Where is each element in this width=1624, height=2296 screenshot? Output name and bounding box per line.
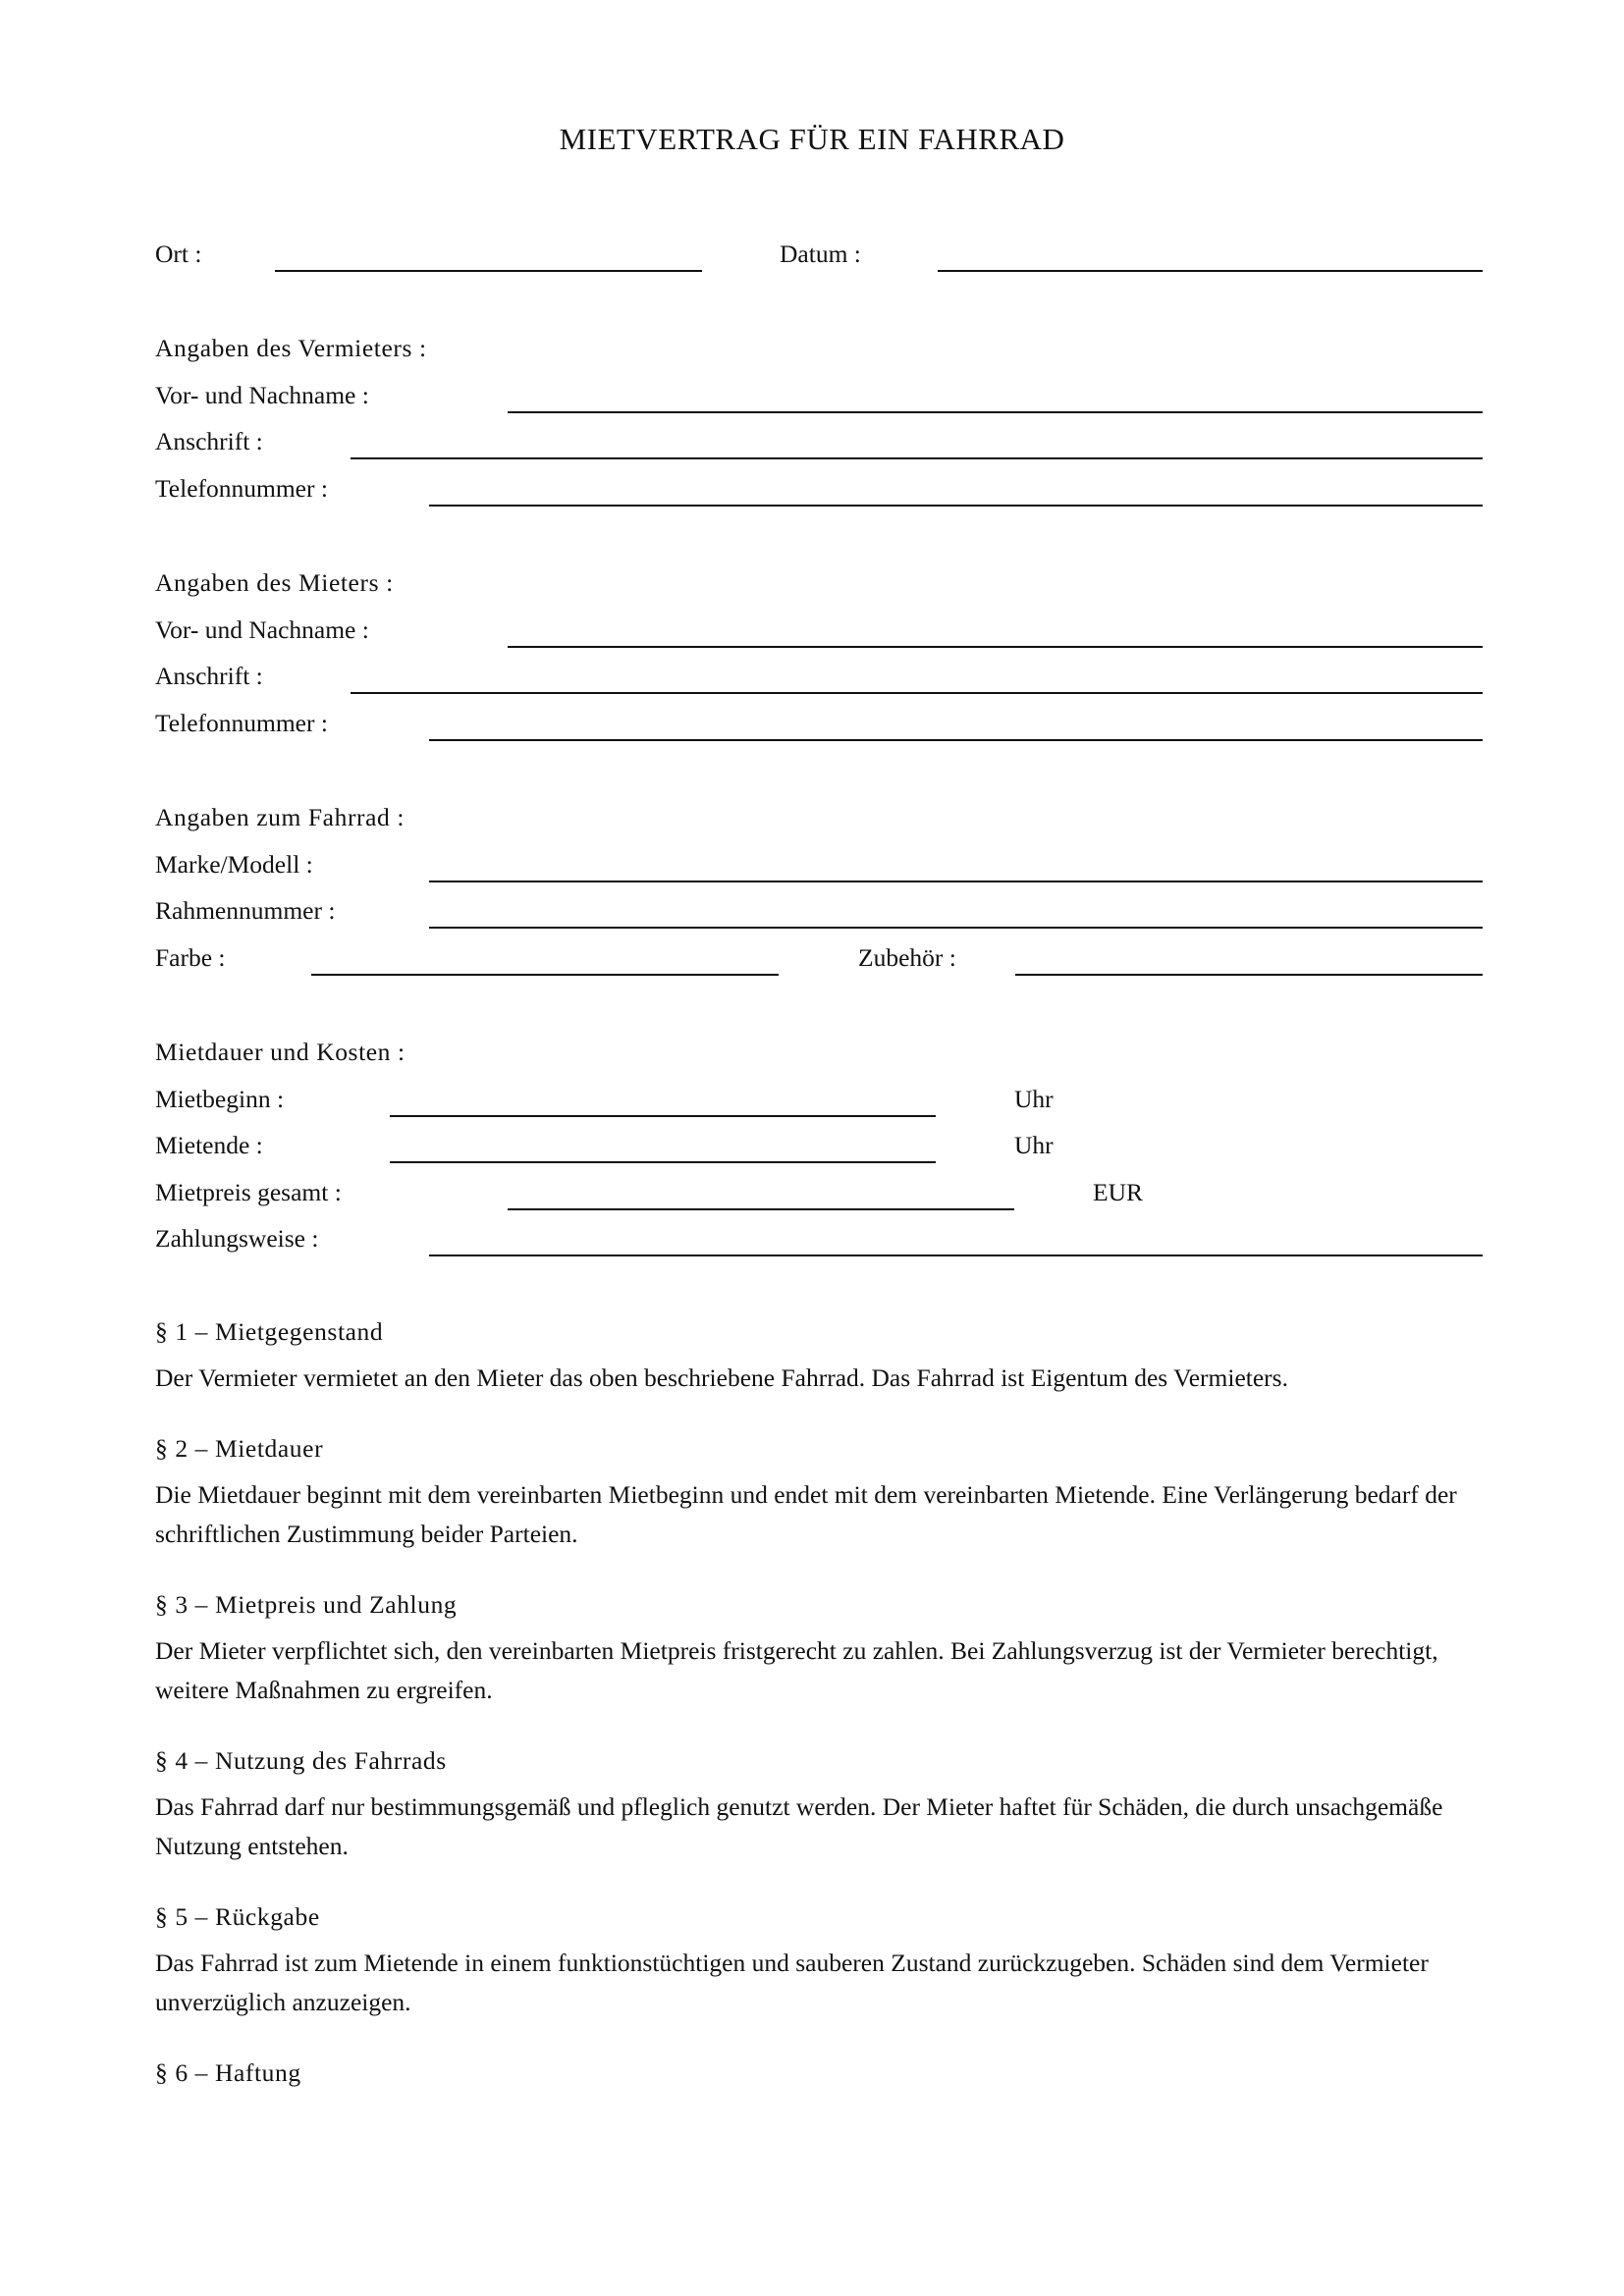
mieter-name-label: Vor- und Nachname : bbox=[155, 615, 369, 644]
mietpreis-label: Mietpreis gesamt : bbox=[155, 1178, 342, 1206]
vermieter-address-field[interactable] bbox=[351, 457, 1483, 459]
section-text: Das Fahrrad darf nur bestimmungsgemäß und pfleglich genutzt werden. Der Mieter haftet für Schäden, die durch unsachgemäße Nutzung entstehen. bbox=[155, 1792, 1443, 1860]
fahrrad-frame-label: Rahmennummer : bbox=[155, 896, 336, 925]
mietbeginn-unit: Uhr bbox=[1014, 1085, 1054, 1113]
mieter-phone-field[interactable] bbox=[429, 739, 1483, 741]
ort-field[interactable] bbox=[275, 270, 702, 272]
fahrrad-model-label: Marke/Modell : bbox=[155, 850, 313, 879]
mieter-phone-label: Telefonnummer : bbox=[155, 709, 328, 737]
datum-field[interactable] bbox=[938, 270, 1483, 272]
section-heading: § 4 – Nutzung des Fahrrads bbox=[155, 1746, 447, 1775]
section-heading: § 1 – Mietgegenstand bbox=[155, 1317, 384, 1346]
vermieter-phone-field[interactable] bbox=[429, 505, 1483, 507]
mietende-label: Mietende : bbox=[155, 1131, 263, 1159]
section-text: Das Fahrrad ist zum Mietende in einem funktionstüchtigen und sauberen Zustand zurückzugeben. Schäden sind dem Vermieter unverzüglich anzuzeigen. bbox=[155, 1949, 1429, 2016]
mietpreis-unit: EUR bbox=[1093, 1178, 1143, 1206]
kosten-heading: Mietdauer und Kosten : bbox=[155, 1038, 406, 1066]
datum-label: Datum : bbox=[780, 240, 861, 268]
fahrrad-color-label: Farbe : bbox=[155, 943, 226, 972]
mietende-unit: Uhr bbox=[1014, 1131, 1054, 1159]
zahlungsweise-label: Zahlungsweise : bbox=[155, 1224, 319, 1253]
fahrrad-heading: Angaben zum Fahrrad : bbox=[155, 803, 406, 831]
mieter-name-field[interactable] bbox=[508, 646, 1483, 648]
mietpreis-field[interactable] bbox=[508, 1208, 1014, 1210]
ort-label: Ort : bbox=[155, 240, 202, 268]
mieter-address-field[interactable] bbox=[351, 692, 1483, 694]
section-heading: § 3 – Mietpreis und Zahlung bbox=[155, 1590, 458, 1619]
mietende-field[interactable] bbox=[390, 1161, 936, 1163]
fahrrad-accessories-field[interactable] bbox=[1015, 974, 1483, 976]
zahlungsweise-field[interactable] bbox=[429, 1255, 1483, 1256]
section-text: Der Mieter verpflichtet sich, den vereinbarten Mietpreis fristgerecht zu zahlen. Bei Zahlungsverzug ist der Vermieter berechtigt, weitere Maßnahmen zu ergreifen. bbox=[155, 1636, 1438, 1704]
mietbeginn-field[interactable] bbox=[390, 1115, 936, 1117]
vermieter-name-field[interactable] bbox=[508, 411, 1483, 413]
section-text: Die Mietdauer beginnt mit dem vereinbarten Mietbeginn und endet mit dem vereinbarten Mietende. Eine Verlängerung bedarf der schriftlichen Zustimmung beider Parteien. bbox=[155, 1480, 1457, 1548]
vermieter-heading: Angaben des Vermieters : bbox=[155, 334, 427, 362]
mieter-heading: Angaben des Mieters : bbox=[155, 568, 394, 597]
section-heading: § 6 – Haftung bbox=[155, 2058, 301, 2087]
document-title: MIETVERTRAG FÜR EIN FAHRRAD bbox=[559, 122, 1065, 156]
fahrrad-model-field[interactable] bbox=[429, 881, 1483, 882]
fahrrad-accessories-label: Zubehör : bbox=[858, 943, 956, 972]
fahrrad-color-field[interactable] bbox=[311, 974, 779, 976]
mietbeginn-label: Mietbeginn : bbox=[155, 1085, 285, 1113]
vermieter-address-label: Anschrift : bbox=[155, 427, 263, 455]
vermieter-name-label: Vor- und Nachname : bbox=[155, 381, 369, 409]
fahrrad-frame-field[interactable] bbox=[429, 927, 1483, 929]
section-heading: § 2 – Mietdauer bbox=[155, 1434, 324, 1463]
mieter-address-label: Anschrift : bbox=[155, 662, 263, 690]
section-text: Der Vermieter vermietet an den Mieter das oben beschriebene Fahrrad. Das Fahrrad ist Eigentum des Vermieters. bbox=[155, 1363, 1288, 1392]
vermieter-phone-label: Telefonnummer : bbox=[155, 474, 328, 503]
section-heading: § 5 – Rückgabe bbox=[155, 1902, 320, 1931]
